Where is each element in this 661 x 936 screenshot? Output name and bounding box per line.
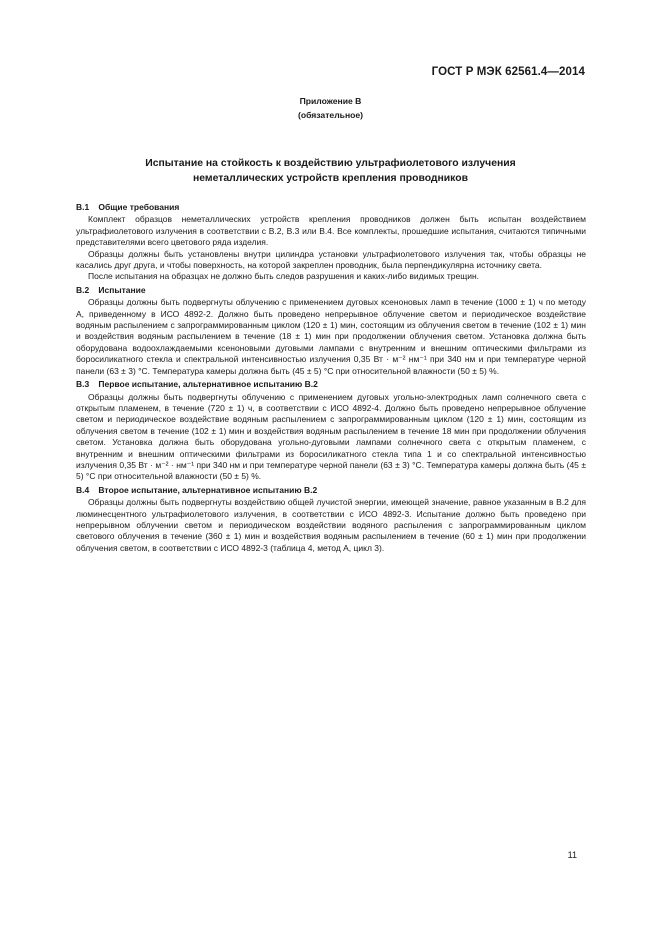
document-title — [0, 156, 661, 186]
section-number: В.1 — [76, 202, 90, 212]
paragraph: Образцы должны быть подвергнуты облучению с применением дуговых ксеноновых ламп в течение (1000 ± 1) ч по методу А, приведенному в ИСО 4892-2. Должно быть проведено непрерывное облучение светом и периодическое воздействие водяным распылением с запрограммированным циклом (120 ± 1) мин, состоящим из облучения светом в течение (102 ± 1) мин и воздействия водяным распылением в течение (18 ± 1) мин при продолжении облучения светом. Установка должна быть оборудована водоохлаждаемыми ксеноновыми дуговыми лампами с внутренним и внешним оптическими фильтрами из боросиликатного стекла и спектральной интенсивностью излучения 0,35 Вт · м⁻² нм⁻¹ при 340 нм и при температуре черной панели (63 ± 3) °С. Температура камеры должна быть (45 ± 5) °С при относительной влажности (50 ± 5) %. — [76, 297, 586, 376]
section-heading — [76, 379, 586, 390]
paragraph: Образцы должны быть установлены внутри цилиндра установки ультрафиолетового излучения так, чтобы образцы не касались друг друга, и чтобы поверхность, на которой закреплен проводник, была перпендикулярна источнику света. — [76, 248, 586, 271]
section-number: В.2 — [76, 284, 90, 295]
section-heading — [76, 485, 586, 496]
section-heading — [76, 285, 586, 296]
paragraph: После испытания на образцах не должно быть следов разрушения и каких-либо видимых трещин. — [88, 271, 480, 282]
paragraph: Комплект образцов неметаллических устройств крепления проводников должен быть испытан воздействием ультрафиолетового излучения в соответствии с В.2, В.3 или В.4. Все комплекты, прошедшие испытания, считаются типичными представителями всего цветового ряда изделия. — [76, 214, 586, 248]
appendix-title: Приложение В — [299, 96, 362, 106]
title-line-2: неметаллических устройств крепления проводников — [193, 173, 468, 184]
document-body — [76, 200, 586, 554]
standard-designation: ГОСТ Р МЭК 62561.4—2014 — [431, 66, 585, 78]
section-title: Первое испытание, альтернативное испытанию В.2 — [98, 379, 318, 390]
section-title: Общие требования — [98, 202, 180, 212]
appendix-status: (обязательное) — [297, 110, 364, 120]
section-heading — [76, 202, 586, 213]
section-title: Испытание — [98, 284, 146, 295]
paragraph: Образцы должны быть подвергнуты облучению с применением дуговых угольно-электродных ламп солнечного света с открытым пламенем, в течение (720 ± 1) ч, в соответствии с ИСО 4892-4. Должно быть проведено непрерывное облучение светом и периодическое воздействие водяным распылением с запрограммированным циклом (120 ± 1) мин, состоящим из облучения светом в течение (102 ± 1) мин и воздействия водяным распылением в течение 18 мин при продолжении облучения светом. Установка должна быть оборудована угольно-дуговыми лампами солнечного света с открытым пламенем, с внутренним и внешним оптическими фильтрами из боросиликатного стекла типа 1 и со спектральной интенсивностью излучения 0,35 Вт · м⁻² · нм⁻¹ при 340 нм и при температуре черной панели (63 ± 3) °С. Температура камеры должна быть (45 ± 5) °С при относительной влажности (50 ± 5) %. — [76, 391, 586, 482]
page-number: 11 — [567, 850, 577, 860]
appendix-header — [0, 94, 661, 122]
section-number: В.3 — [76, 379, 90, 390]
paragraph: Образцы должны быть подвергнуты воздействию общей лучистой энергии, имеющей значение, равное указанным в В.2 для люминесцентного ультрафиолетового излучения, в соответствии с ИСО 4892-3. Испытание должно быть проведено при непрерывном облучении светом и периодическом воздействии водяного распыления с запрограммированным циклом светового облучения в течение (360 ± 1) мин и воздействия водяным распылением в течение (60 ± 1) мин при продолжении облучения светом, в соответствии с ИСО 4892-3 (таблица 4, метод А, цикл 3). — [76, 497, 586, 553]
section-title: Второе испытание, альтернативное испытанию В.2 — [98, 484, 318, 495]
section-number: В.4 — [76, 484, 90, 495]
title-line-1: Испытание на стойкость к воздействию ультрафиолетового излучения — [145, 158, 516, 169]
